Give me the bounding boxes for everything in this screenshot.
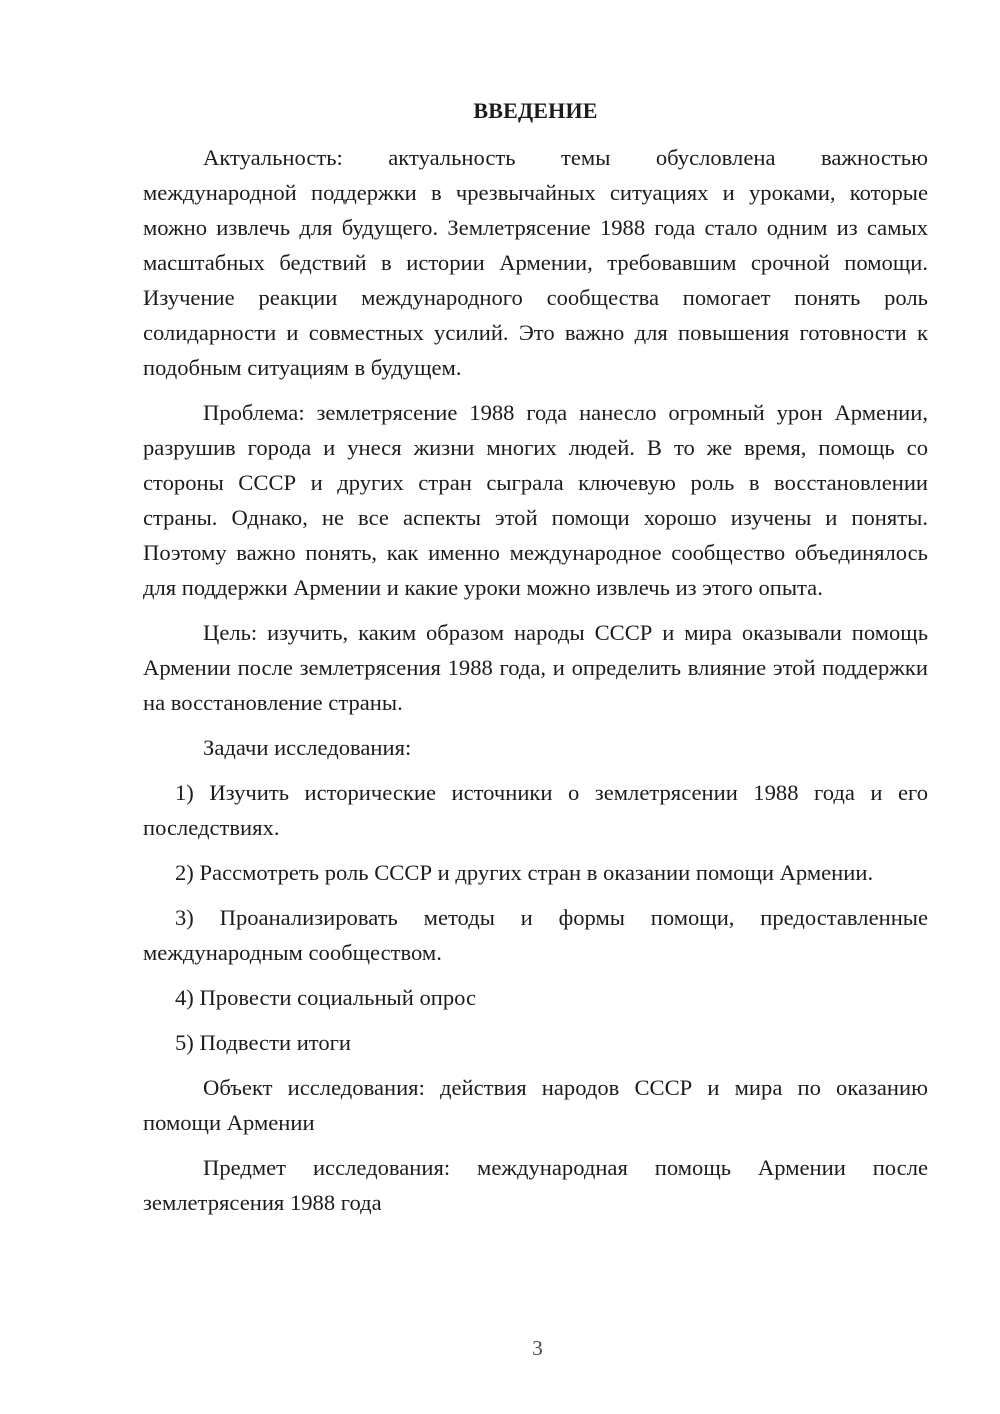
task-item-3: 3) Проанализировать методы и формы помощи, предоставленные международным сообществом. [143, 905, 928, 965]
task-item-1: 1) Изучить исторические источники о землетрясении 1988 года и его последствиях. [143, 780, 928, 840]
task-item-5: 5) Подвести итоги [175, 1030, 352, 1055]
paragraph-research-object: Объект исследования: действия народов СССР и мира по оказанию помощи Армении [143, 1075, 928, 1135]
document-body [143, 140, 928, 1230]
page-number: 3 [532, 1336, 543, 1360]
paragraph-relevance: Актуальность: актуальность темы обусловлена важностью международной поддержки в чрезвычайных ситуациях и уроками, которые можно извлечь для будущего. Землетрясение 1988 года стало одним из самых масштабных бедствий в истории Армении, требовавшим срочной помощи. Изучение реакции международного сообщества помогает понять роль солидарности и совместных усилий. Это важно для повышения готовности к подобным ситуациям в будущем. [143, 145, 928, 380]
task-item-4: 4) Провести социальный опрос [175, 985, 477, 1010]
paragraph-problem: Проблема: землетрясение 1988 года нанесло огромный урон Армении, разрушив города и унеся жизни многих людей. В то же время, помощь со стороны СССР и других стран сыграла ключевую роль в восстановлении страны. Однако, не все аспекты этой помощи хорошо изучены и поняты. Поэтому важно понять, как именно международное сообщество объединялось для поддержки Армении и какие уроки можно извлечь из этого опыта. [143, 400, 928, 600]
paragraph-goal: Цель: изучить, каким образом народы СССР и мира оказывали помощь Армении после землетрясения 1988 года, и определить влияние этой поддержки на восстановление страны. [143, 620, 928, 715]
page-title: ВВЕДЕНИЕ [473, 98, 598, 123]
task-item-2: 2) Рассмотреть роль СССР и других стран в оказании помощи Армении. [175, 860, 874, 885]
paragraph-research-subject: Предмет исследования: международная помощь Армении после землетрясения 1988 года [143, 1155, 928, 1215]
document-page [143, 0, 928, 1414]
paragraph-tasks-heading: Задачи исследования: [203, 735, 412, 760]
